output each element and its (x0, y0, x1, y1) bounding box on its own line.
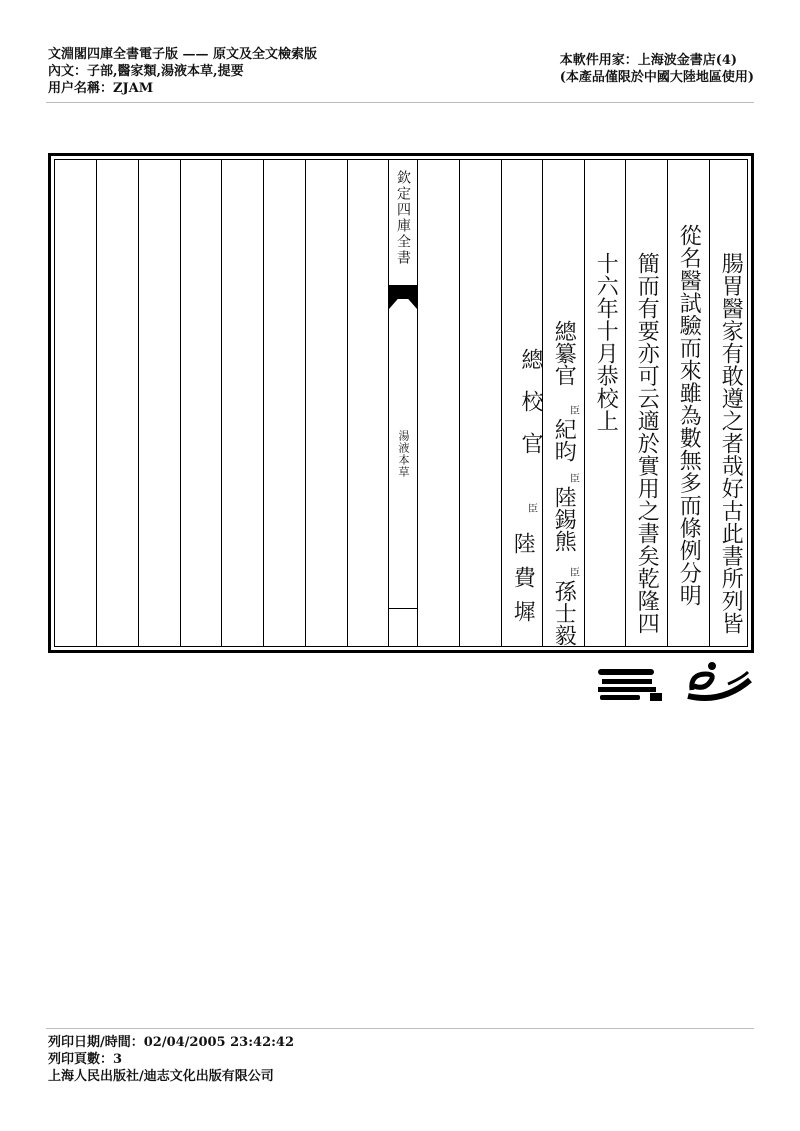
header-content-path: 內文：子部,醫家類,湯液本草,提要 (48, 64, 244, 79)
footer-divider (46, 1028, 754, 1029)
column-text: 腸胃醫家有敢遵之者哉好古此書所列皆 (718, 252, 744, 635)
column-rule (305, 160, 306, 646)
column-rule (709, 160, 710, 646)
text-column-6 (508, 348, 543, 474)
name-column (549, 486, 577, 552)
minister-mark: 臣 (528, 504, 538, 515)
role-title: 總纂官 (551, 320, 577, 386)
banner-title-text: 欽定四庫全書 (395, 170, 411, 266)
column-rule (667, 160, 668, 646)
column-rule (584, 160, 585, 646)
column-rule (417, 160, 418, 646)
column-text: 從名醫試驗而來雖為數無多而條例分明 (676, 224, 702, 607)
column-rule (180, 160, 181, 646)
header-licensee: 本軟件用家：上海波金書店(4) (559, 53, 738, 68)
column-rule (459, 160, 460, 646)
column-text: 簡而有要亦可云適於實用之書矣乾隆四 (634, 252, 660, 635)
banner-book (389, 430, 417, 478)
name-text: 陸錫熊 (551, 486, 577, 552)
banner-title (389, 170, 417, 266)
publisher-logo-icon (598, 665, 664, 705)
column-rule (501, 160, 502, 646)
name-text: 孫士毅 (551, 580, 577, 646)
name-text: 陸費墀 (510, 532, 536, 634)
text-column-3 (632, 252, 660, 635)
footer (48, 1034, 294, 1085)
column-text: 十六年十月恭校上 (593, 252, 619, 432)
fishtail-icon (389, 285, 417, 309)
minister-mark: 臣 (570, 568, 580, 579)
minister-mark: 臣 (570, 406, 580, 417)
column-rule (96, 160, 97, 646)
print-datetime: 列印日期/時間：02/04/2005 23:42:42 (48, 1035, 295, 1050)
header-title: 文淵閣四庫全書電子版 —— 原文及全文檢索版 (48, 47, 318, 62)
text-column-1 (716, 252, 744, 635)
text-column-5 (549, 320, 577, 386)
role-title: 總校官 (518, 348, 543, 474)
minister-mark: 臣 (570, 474, 580, 485)
distributor-logo-icon (682, 660, 754, 706)
column-rule (263, 160, 264, 646)
banner-book-text: 湯液本草 (397, 430, 410, 478)
name-column (549, 580, 577, 646)
name-column (508, 532, 536, 634)
header-left (48, 46, 317, 97)
print-page-count: 列印頁數：3 (48, 1052, 123, 1067)
column-rule (625, 160, 626, 646)
name-text: 紀昀 (551, 418, 577, 462)
publisher-credit: 上海人民出版社/迪志文化出版有限公司 (48, 1069, 274, 1084)
column-rule (221, 160, 222, 646)
page-frame (48, 153, 754, 653)
column-rule (347, 160, 348, 646)
banner-fishtail (389, 285, 417, 299)
header-divider (46, 102, 754, 103)
header-region-note: (本產品僅限於中國大陸地區使用) (559, 70, 754, 85)
banner-rule (389, 608, 417, 609)
header-username: 用户名稱：ZJAM (48, 81, 154, 96)
text-column-4 (591, 252, 619, 432)
text-column-2 (674, 224, 702, 607)
header-right (560, 52, 754, 86)
page-grid (54, 159, 748, 647)
name-column (549, 418, 577, 462)
column-rule (138, 160, 139, 646)
